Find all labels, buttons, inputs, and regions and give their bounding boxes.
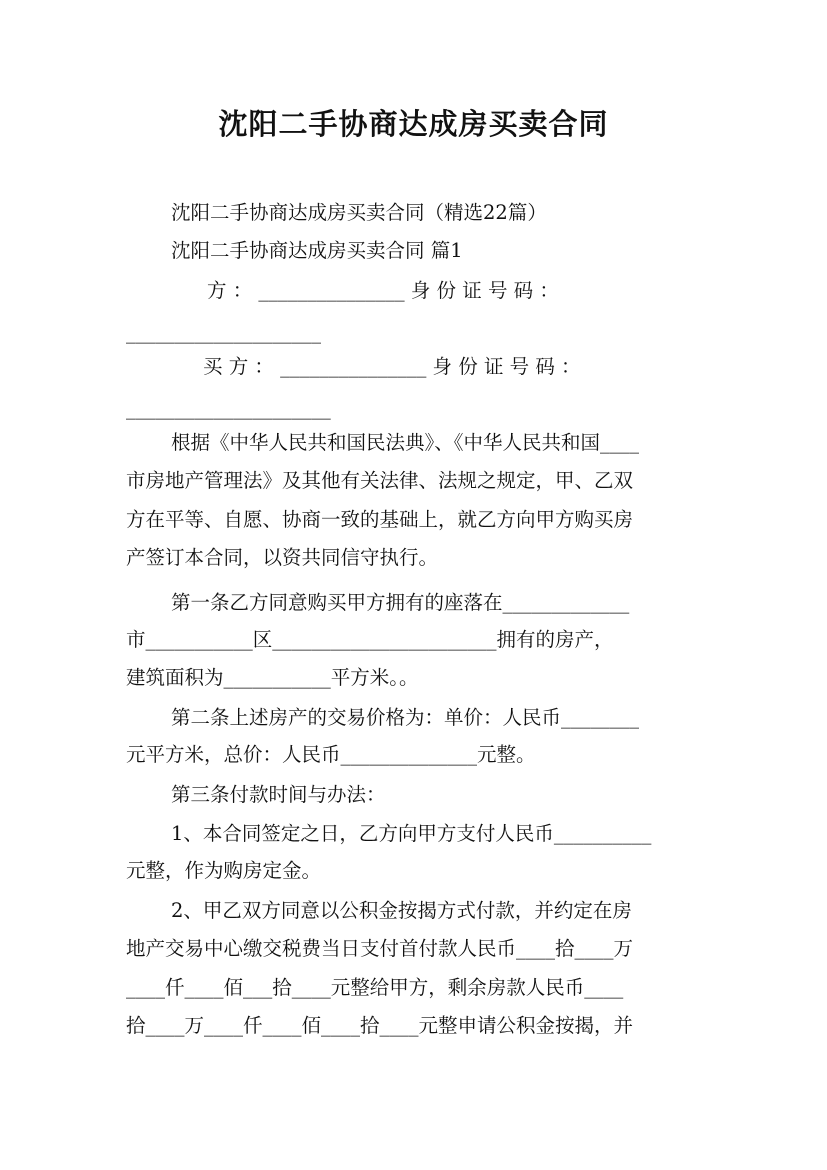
seller-line: 方 ： _______________ 身 份 证 号 码 ： <box>207 279 559 302</box>
paragraph-line: 元整，作为购房定金。 <box>126 859 322 882</box>
document-title: 沈阳二手协商达成房买卖合同 <box>218 107 609 141</box>
paragraph-line: 元平方米，总价：人民币______________元整。 <box>126 743 536 766</box>
paragraph-line: ____仟____佰___拾____元整给甲方，剩余房款人民币____ <box>126 976 624 999</box>
paragraph-line: 建筑面积为___________平方米。。 <box>126 666 419 689</box>
buyer-line: 买 方 ： _______________ 身 份 证 号 码 ： <box>203 355 581 378</box>
paragraph-line: 产签订本合同，以资共同信守执行。 <box>126 546 439 569</box>
paragraph-line: 1、本合同签定之日，乙方向甲方支付人民币__________ <box>171 822 652 845</box>
paragraph-line: 根据《中华人民共和国民法典》、《中华人民共和国____ <box>171 431 640 454</box>
buyer-id-blank: _____________________ <box>126 397 331 420</box>
subtitle-line: 沈阳二手协商达成房买卖合同（精选22篇） <box>171 201 547 224</box>
paragraph-line: 第二条上述房产的交易价格为：单价：人民币________ <box>171 706 640 729</box>
seller-id-blank: ____________________ <box>126 321 321 344</box>
paragraph-line: 拾____万____仟____佰____拾____元整申请公积金按揭，并 <box>126 1014 634 1037</box>
section-heading: 沈阳二手协商达成房买卖合同 篇1 <box>171 239 463 262</box>
paragraph-line: 地产交易中心缴交税费当日支付首付款人民币____拾____万 <box>126 937 634 960</box>
paragraph-line: 第一条乙方同意购买甲方拥有的座落在_____________ <box>171 591 630 614</box>
paragraph-line: 方在平等、自愿、协商一致的基础上，就乙方向甲方购买房 <box>126 508 634 531</box>
paragraph-line: 第三条付款时间与办法： <box>171 783 386 806</box>
paragraph-line: 市房地产管理法》及其他有关法律、法规之规定，甲、乙双 <box>126 469 634 492</box>
paragraph-line: 市___________区_______________________拥有的房产， <box>126 628 614 651</box>
paragraph-line: 2、甲乙双方同意以公积金按揭方式付款，并约定在房 <box>171 899 632 922</box>
